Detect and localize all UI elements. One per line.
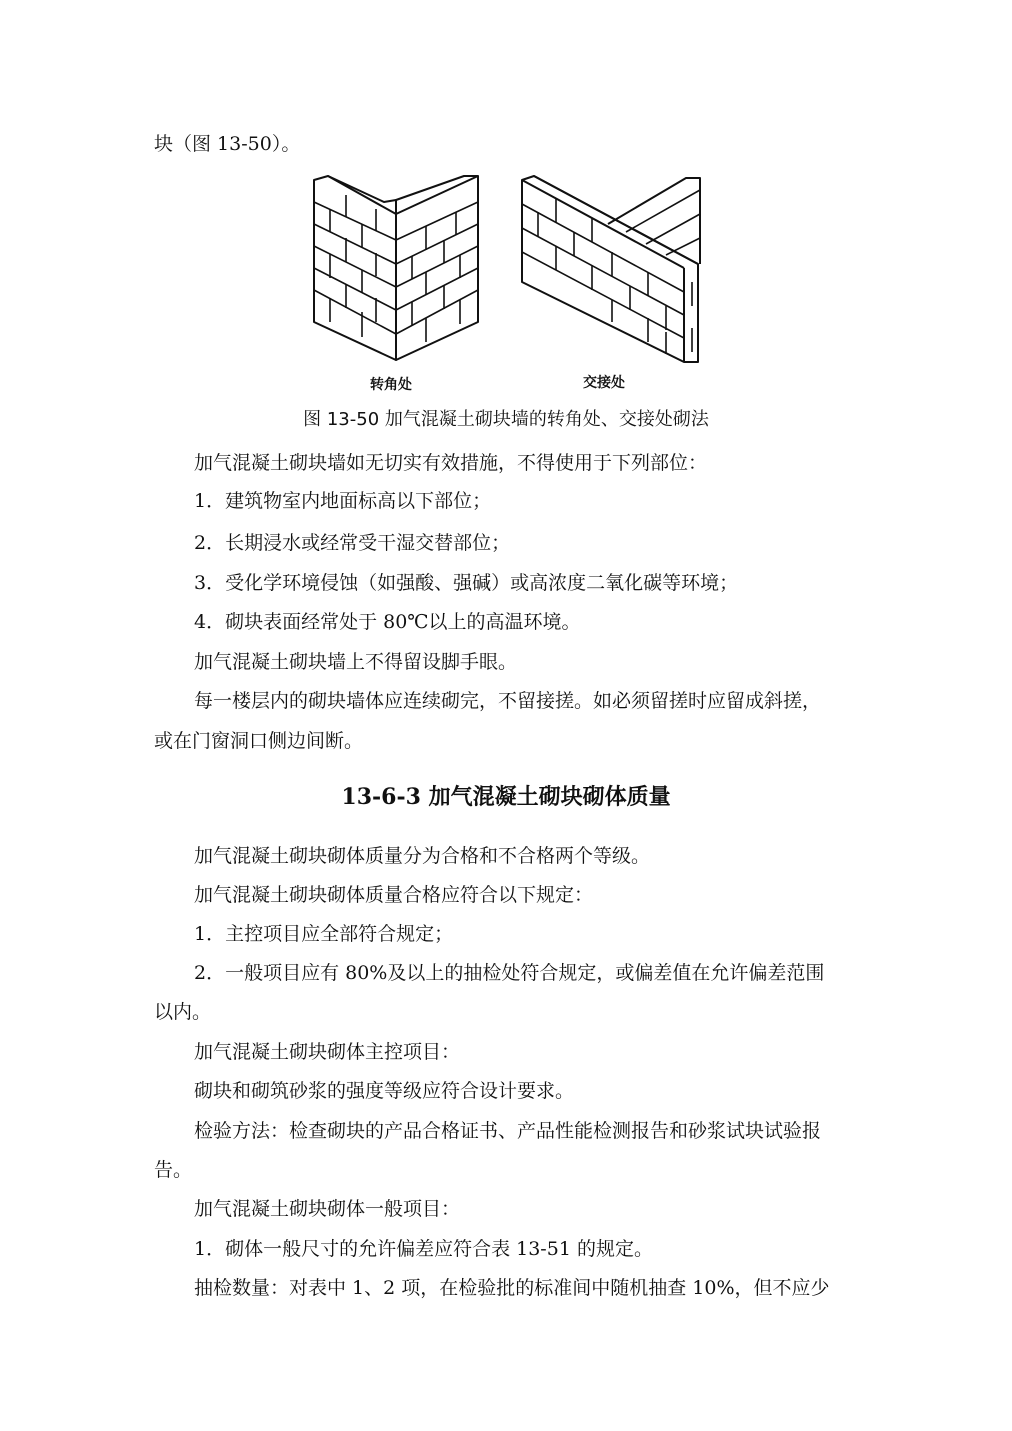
paragraph-intro: 加气混凝土砌块墙如无切实有效措施，不得使用于下列部位：	[194, 452, 708, 474]
paragraph-main-items: 加气混凝土砌块砌体主控项目：	[194, 1041, 461, 1063]
paragraph-method: 检验方法：检查砌块的产品合格证书、产品性能检测报告和砂浆试块试验报	[194, 1120, 822, 1142]
rule-1: 1．主控项目应全部符合规定；	[194, 923, 454, 945]
top-fragment: 块（图 13-50）。	[154, 133, 301, 155]
rule-2: 2．一般项目应有 80%及以上的抽检处符合规定，或偏差值在允许偏差范围	[194, 962, 825, 984]
list-item-3: 3．受化学环境侵蚀（如强酸、强碱）或高浓度二氧化碳等环境；	[194, 572, 739, 594]
paragraph-method-cont: 告。	[154, 1159, 193, 1181]
paragraph-continuous: 每一楼层内的砌块墙体应连续砌完，不留接搓。如必须留搓时应留成斜搓，	[194, 690, 822, 712]
paragraph-tolerance: 1．砌体一般尺寸的允许偏差应符合表 13-51 的规定。	[194, 1238, 653, 1260]
figure-caption: 图 13-50 加气混凝土砌块墙的转角处、交接处砌法	[303, 409, 709, 430]
section-heading: 13-6-3 加气混凝土砌块砌体质量	[341, 784, 671, 810]
list-item-4: 4．砌块表面经常处于 80℃以上的高温环境。	[194, 611, 581, 633]
paragraph-strength: 砌块和砌筑砂浆的强度等级应符合设计要求。	[194, 1080, 575, 1102]
paragraph-grade: 加气混凝土砌块砌体质量分为合格和不合格两个等级。	[194, 845, 651, 867]
paragraph-continuous-cont: 或在门窗洞口侧边间断。	[154, 730, 364, 752]
corner-wall-illustration	[306, 172, 486, 370]
list-item-2: 2．长期浸水或经常受干湿交替部位；	[194, 532, 511, 554]
paragraph-no-scaffold: 加气混凝土砌块墙上不得留设脚手眼。	[194, 651, 518, 673]
paragraph-general-items: 加气混凝土砌块砌体一般项目：	[194, 1198, 461, 1220]
corner-label: 转角处	[370, 377, 412, 393]
paragraph-pass-rule: 加气混凝土砌块砌体质量合格应符合以下规定：	[194, 884, 594, 906]
list-item-1: 1．建筑物室内地面标高以下部位；	[194, 490, 492, 512]
junction-label: 交接处	[583, 375, 625, 391]
rule-2-cont: 以内。	[154, 1001, 212, 1023]
paragraph-sampling: 抽检数量：对表中 1、2 项，在检验批的标准间中随机抽查 10%，但不应少	[194, 1277, 830, 1299]
junction-wall-illustration	[516, 172, 708, 370]
